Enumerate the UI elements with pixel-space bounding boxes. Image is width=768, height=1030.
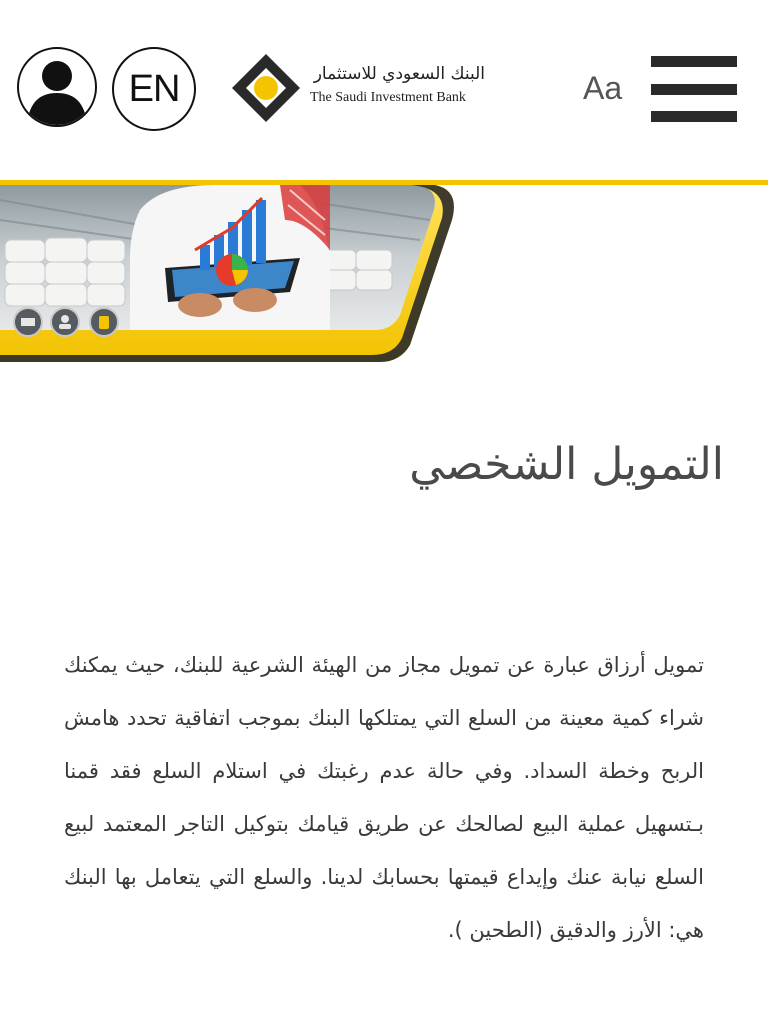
app-header [0,0,768,180]
banner-illustration [0,180,768,365]
hero-banner [0,180,768,365]
user-icon [19,49,95,125]
hamburger-icon [651,56,737,67]
bank-logo[interactable] [230,52,490,124]
logo-english-text: The Saudi Investment Bank [310,90,466,105]
font-size-button[interactable]: Aa [583,70,623,106]
banner-icons [14,308,118,336]
logo-arabic-text: البنك السعودي للاستثمار [313,64,485,84]
profile-button[interactable] [17,47,97,127]
language-toggle-button[interactable]: EN [112,47,196,131]
product-description: تمويل أرزاق عبارة عن تمويل مجاز من الهيئة الشرعية للبنك، حيث يمكنك شراء كمية معينة من السلع التي يمتلكها البنك بموجب اتفاقية تحدد هامش الربح وخطة السداد. وفي حالة عدم رغبتك في استلام السلع فقد قمنا بـتسهيل عملية البيع لصالحك عن طريق قيامك بتوكيل التاجر المعتمد لبيع السلع نيابة عنك وإيداع قيمتها بحسابك لدينا. والسلع التي يتعامل بها البنك هي: الأرز والدقيق (الطحين ). [64,653,704,942]
menu-button[interactable] [651,56,737,122]
logo-mark-icon [230,52,302,124]
page-title: التمويل الشخصي [409,439,724,491]
